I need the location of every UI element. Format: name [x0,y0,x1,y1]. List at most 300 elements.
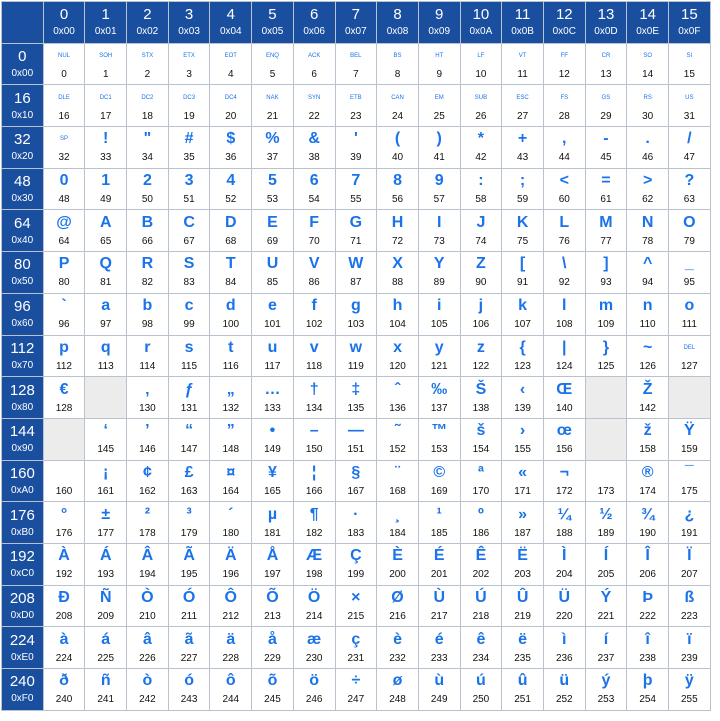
character-glyph: r [144,338,151,356]
character-glyph: P [58,255,70,273]
row-header-hex: 0x20 [11,151,34,163]
row-header-hex: 0xE0 [10,651,34,663]
control-code-name: SYN [307,94,321,101]
character-cell [419,502,461,544]
character-code: 238 [639,652,656,664]
character-cell [544,502,586,544]
character-code: 53 [266,194,279,206]
column-header-hex: 0x0F [678,26,701,38]
character-glyph: B [141,213,154,231]
character-cell [502,627,544,669]
character-code: 95 [683,277,695,289]
character-cell [586,127,628,169]
character-cell [169,336,211,378]
character-code: 92 [558,277,570,289]
character-glyph: Î [645,547,650,565]
character-cell [336,44,378,86]
character-cell [127,461,169,503]
character-code: 252 [555,694,573,706]
control-code-name: ENQ [265,53,279,60]
control-code-name: ETX [183,53,195,60]
character-glyph: | [562,338,567,356]
column-header-hex: 0x00 [53,26,75,38]
character-code: 222 [639,610,656,622]
character-glyph: G [349,213,363,231]
character-cell [544,294,586,336]
undefined-cell [44,419,86,461]
column-header [336,2,378,44]
character-glyph: µ [267,505,278,523]
character-cell [85,169,127,211]
character-cell [502,544,544,586]
character-code: 254 [639,694,656,706]
character-cell [627,252,669,294]
character-cell [419,294,461,336]
character-glyph: ¤ [226,463,236,481]
character-cell [169,169,211,211]
character-code: 66 [141,235,153,247]
character-cell [127,252,169,294]
character-cell [669,336,711,378]
character-code: 16 [58,110,70,122]
character-code: 167 [347,485,365,497]
character-code: 88 [391,277,404,289]
character-cell [294,85,336,127]
character-cell [44,252,86,294]
column-header-hex: 0x0C [552,26,576,38]
character-cell [461,44,503,86]
character-cell [544,627,586,669]
character-code: 250 [472,694,490,706]
character-code: 21 [266,110,279,122]
character-glyph: = [601,172,611,190]
character-cell [377,544,419,586]
control-code-name: DC1 [99,94,112,101]
character-cell [586,85,628,127]
character-cell [210,210,252,252]
character-cell [294,669,336,711]
character-glyph: R [141,255,154,273]
character-cell [169,44,211,86]
row-header-hex: 0x60 [11,318,34,330]
row-header-hex: 0x70 [11,359,34,371]
column-header-hex: 0x0D [594,26,618,38]
character-cell [336,210,378,252]
character-glyph: ¬ [559,463,569,481]
character-cell [419,544,461,586]
character-glyph: å [268,630,277,648]
undefined-cell [586,377,628,419]
control-code-name: DLE [58,94,70,101]
character-glyph: ÷ [351,672,361,690]
character-cell [127,210,169,252]
character-glyph: ê [476,630,486,648]
character-cell [44,85,86,127]
character-code: 42 [475,152,487,164]
character-code: 120 [389,360,406,372]
character-code: 199 [347,569,365,581]
character-code: 231 [347,652,365,664]
character-code: 46 [642,152,654,164]
character-cell [377,377,419,419]
character-glyph: < [559,172,569,190]
character-cell [502,85,544,127]
character-cell [461,669,503,711]
character-cell [336,627,378,669]
character-glyph: « [518,463,528,481]
character-glyph: ( [394,130,401,148]
character-glyph: 7 [351,172,361,190]
character-code: 114 [139,360,156,372]
character-code: 239 [681,652,698,664]
character-glyph: ë [518,630,528,648]
character-code: 78 [642,235,654,247]
character-glyph: Ö [307,588,321,606]
character-glyph: ð [59,672,69,690]
character-glyph: ¡ [103,463,109,481]
character-glyph: Ñ [99,588,112,606]
character-code: 40 [391,152,404,164]
character-cell [544,544,586,586]
character-code: 59 [517,194,529,206]
character-glyph: â [142,630,152,648]
character-code: 219 [514,610,531,622]
character-code: 11 [517,69,528,81]
character-cell [544,44,586,86]
character-glyph: æ [307,630,322,648]
character-cell [586,669,628,711]
row-header [2,294,44,336]
character-cell [127,169,169,211]
row-header [2,127,44,169]
character-code: 65 [100,235,112,247]
character-cell [627,502,669,544]
character-cell [419,461,461,503]
character-cell [544,252,586,294]
row-header-hex: 0xA0 [10,484,34,496]
character-code: 118 [306,360,323,372]
character-glyph: š [476,422,486,440]
character-cell [544,336,586,378]
character-glyph: & [308,130,320,148]
character-code: 81 [100,277,112,289]
control-code-name: NUL [58,53,71,60]
character-glyph: ³ [186,505,192,523]
character-cell [419,669,461,711]
character-cell [210,336,252,378]
character-code: 39 [350,152,362,164]
character-code: 117 [264,360,281,372]
character-glyph: ù [434,672,445,690]
character-glyph: ¢ [142,463,152,481]
character-code: 52 [225,194,237,206]
column-header-hex: 0x02 [136,26,159,38]
character-cell [169,544,211,586]
character-cell [461,544,503,586]
character-cell [502,169,544,211]
character-code: 121 [430,360,448,372]
control-code-name: LF [477,53,485,60]
character-cell [85,461,127,503]
row-header-decimal: 48 [14,173,31,191]
character-glyph: ó [184,672,194,690]
character-glyph: Â [141,547,154,565]
character-glyph: ¨ [394,463,401,481]
row-header [2,627,44,669]
character-glyph: ÿ [684,672,694,690]
character-cell [127,377,169,419]
character-code: 211 [181,610,198,622]
character-glyph: ^ [642,255,653,273]
character-code: 29 [600,110,612,122]
character-cell [502,44,544,86]
control-code-name: FF [560,53,568,60]
character-code: 166 [305,485,323,497]
control-code-name: SO [643,53,652,60]
character-cell [85,85,127,127]
character-cell [377,252,419,294]
character-code: 233 [430,652,448,664]
character-cell [210,127,252,169]
character-glyph: ‰ [431,380,448,398]
column-header-decimal: 8 [393,6,402,24]
column-header [210,2,252,44]
character-code: 61 [600,194,612,206]
row-header [2,336,44,378]
character-code: 174 [639,485,656,497]
character-code: 85 [266,277,279,289]
character-glyph: 9 [434,172,444,190]
character-cell [461,210,503,252]
column-header [419,2,461,44]
character-cell [502,377,544,419]
character-glyph: ü [559,672,570,690]
character-cell [627,210,669,252]
table-corner [2,2,44,44]
character-glyph: [ [519,255,526,273]
character-glyph: Q [99,255,112,273]
column-header-hex: 0x0B [511,26,534,38]
control-code-name: EM [434,94,444,101]
character-glyph: Ý [600,588,612,606]
row-header [2,85,44,127]
character-cell [44,127,86,169]
character-cell [127,336,169,378]
character-glyph: ° [60,505,68,523]
character-code: 14 [642,69,654,81]
character-glyph: ˆ [394,380,401,398]
character-glyph: È [392,547,403,565]
row-header [2,544,44,586]
character-code: 31 [683,110,695,122]
character-cell [461,336,503,378]
character-code: 5 [269,69,276,81]
character-glyph: ” [226,422,235,440]
control-code-name: US [685,94,694,101]
character-code: 206 [639,569,656,581]
character-code: 148 [222,444,240,456]
character-code: 91 [517,277,529,289]
character-cell [461,252,503,294]
character-code: 160 [55,485,73,497]
character-code: 178 [139,527,156,539]
character-code: 79 [683,235,695,247]
character-code: 203 [514,569,531,581]
character-code: 183 [347,527,365,539]
control-code-name: STX [141,53,154,60]
character-cell [669,544,711,586]
character-glyph: © [433,463,446,481]
character-cell [44,461,86,503]
character-glyph: Ì [562,547,567,565]
character-glyph: y [434,338,444,356]
character-code: 36 [225,152,237,164]
character-glyph: ) [436,130,442,148]
column-header [169,2,211,44]
character-code: 84 [225,277,237,289]
character-code: 62 [642,194,654,206]
character-glyph: · [353,505,359,523]
column-header-decimal: 9 [435,6,444,24]
character-cell [127,627,169,669]
character-cell [419,169,461,211]
character-cell [85,210,127,252]
column-header [586,2,628,44]
character-glyph: ¸ [394,505,401,523]
row-header-hex: 0x00 [11,68,34,80]
row-header-hex: 0x40 [11,234,34,246]
character-glyph: ß [684,588,695,606]
character-cell [377,586,419,628]
character-code: 49 [100,194,112,206]
character-cell [169,85,211,127]
character-glyph: § [351,463,361,481]
character-cell [169,252,211,294]
character-cell [252,669,294,711]
character-cell [252,377,294,419]
character-code: 244 [222,694,240,706]
character-code: 76 [558,235,570,247]
character-code: 255 [681,694,698,706]
control-code-name: SUB [474,94,488,101]
character-glyph: ¿ [684,505,695,523]
character-cell [169,461,211,503]
character-code: 2 [144,69,151,81]
character-glyph: Š [475,380,487,398]
character-cell [669,419,711,461]
character-glyph: é [434,630,444,648]
character-glyph: ö [309,672,320,690]
character-glyph: Ê [475,547,487,565]
character-cell [461,627,503,669]
character-cell [127,502,169,544]
character-cell [586,502,628,544]
character-code: 209 [97,610,115,622]
undefined-cell [669,377,711,419]
control-code-name: FS [560,94,569,101]
row-header-decimal: 16 [14,89,31,107]
character-cell [502,210,544,252]
character-glyph: ‘ [103,422,108,440]
character-glyph: ¾ [640,505,655,523]
character-code: 172 [555,485,573,497]
character-code: 38 [308,152,320,164]
character-code: 132 [222,402,240,414]
character-glyph: ¥ [268,463,277,481]
character-code: 241 [97,694,115,706]
row-header [2,586,44,628]
character-glyph: ¯ [684,463,694,481]
character-code: 71 [350,235,362,247]
character-code: 116 [222,360,239,372]
character-cell [127,127,169,169]
character-code: 191 [681,527,698,539]
control-code-name: CR [601,53,611,60]
character-cell [127,544,169,586]
row-header-hex: 0x10 [11,109,34,121]
character-cell [85,127,127,169]
row-header-decimal: 208 [9,589,35,607]
character-code: 103 [347,319,365,331]
character-cell [502,294,544,336]
character-code: 164 [222,485,240,497]
character-cell [419,586,461,628]
character-code: 150 [305,444,323,456]
character-glyph: Y [433,255,445,273]
character-glyph: » [518,505,528,523]
character-glyph: Ü [558,588,571,606]
control-code-name: GS [601,94,611,101]
character-cell [502,461,544,503]
character-code: 25 [433,110,445,122]
character-code: 90 [475,277,487,289]
character-glyph: I [436,213,442,231]
character-glyph: Å [266,547,279,565]
character-code: 124 [555,360,573,372]
character-glyph: * [477,130,485,148]
character-glyph: X [392,255,403,273]
character-cell [169,210,211,252]
control-code-name: RS [643,94,652,101]
character-cell [627,669,669,711]
character-glyph: Ï [687,547,692,565]
character-glyph: ® [641,463,654,481]
row-header-hex: 0x30 [11,193,34,205]
character-cell [294,377,336,419]
character-cell [210,586,252,628]
character-glyph: Ú [475,588,487,606]
column-header-decimal: 0 [59,6,69,24]
character-code: 161 [97,485,115,497]
character-glyph: C [183,213,195,231]
character-code: 97 [100,319,112,331]
character-glyph: ç [351,630,361,648]
character-glyph: œ [556,422,572,440]
character-code: 200 [389,569,406,581]
character-code: 130 [139,402,156,414]
character-cell [502,252,544,294]
character-cell [44,336,86,378]
character-code: 112 [56,360,72,372]
character-cell [44,544,86,586]
character-cell [336,419,378,461]
character-code: 13 [600,69,612,81]
column-header-decimal: 13 [597,6,615,24]
character-cell [252,461,294,503]
control-code-name: SI [686,53,693,60]
row-header-decimal: 192 [9,548,35,566]
row-header-hex: 0x90 [11,443,34,455]
